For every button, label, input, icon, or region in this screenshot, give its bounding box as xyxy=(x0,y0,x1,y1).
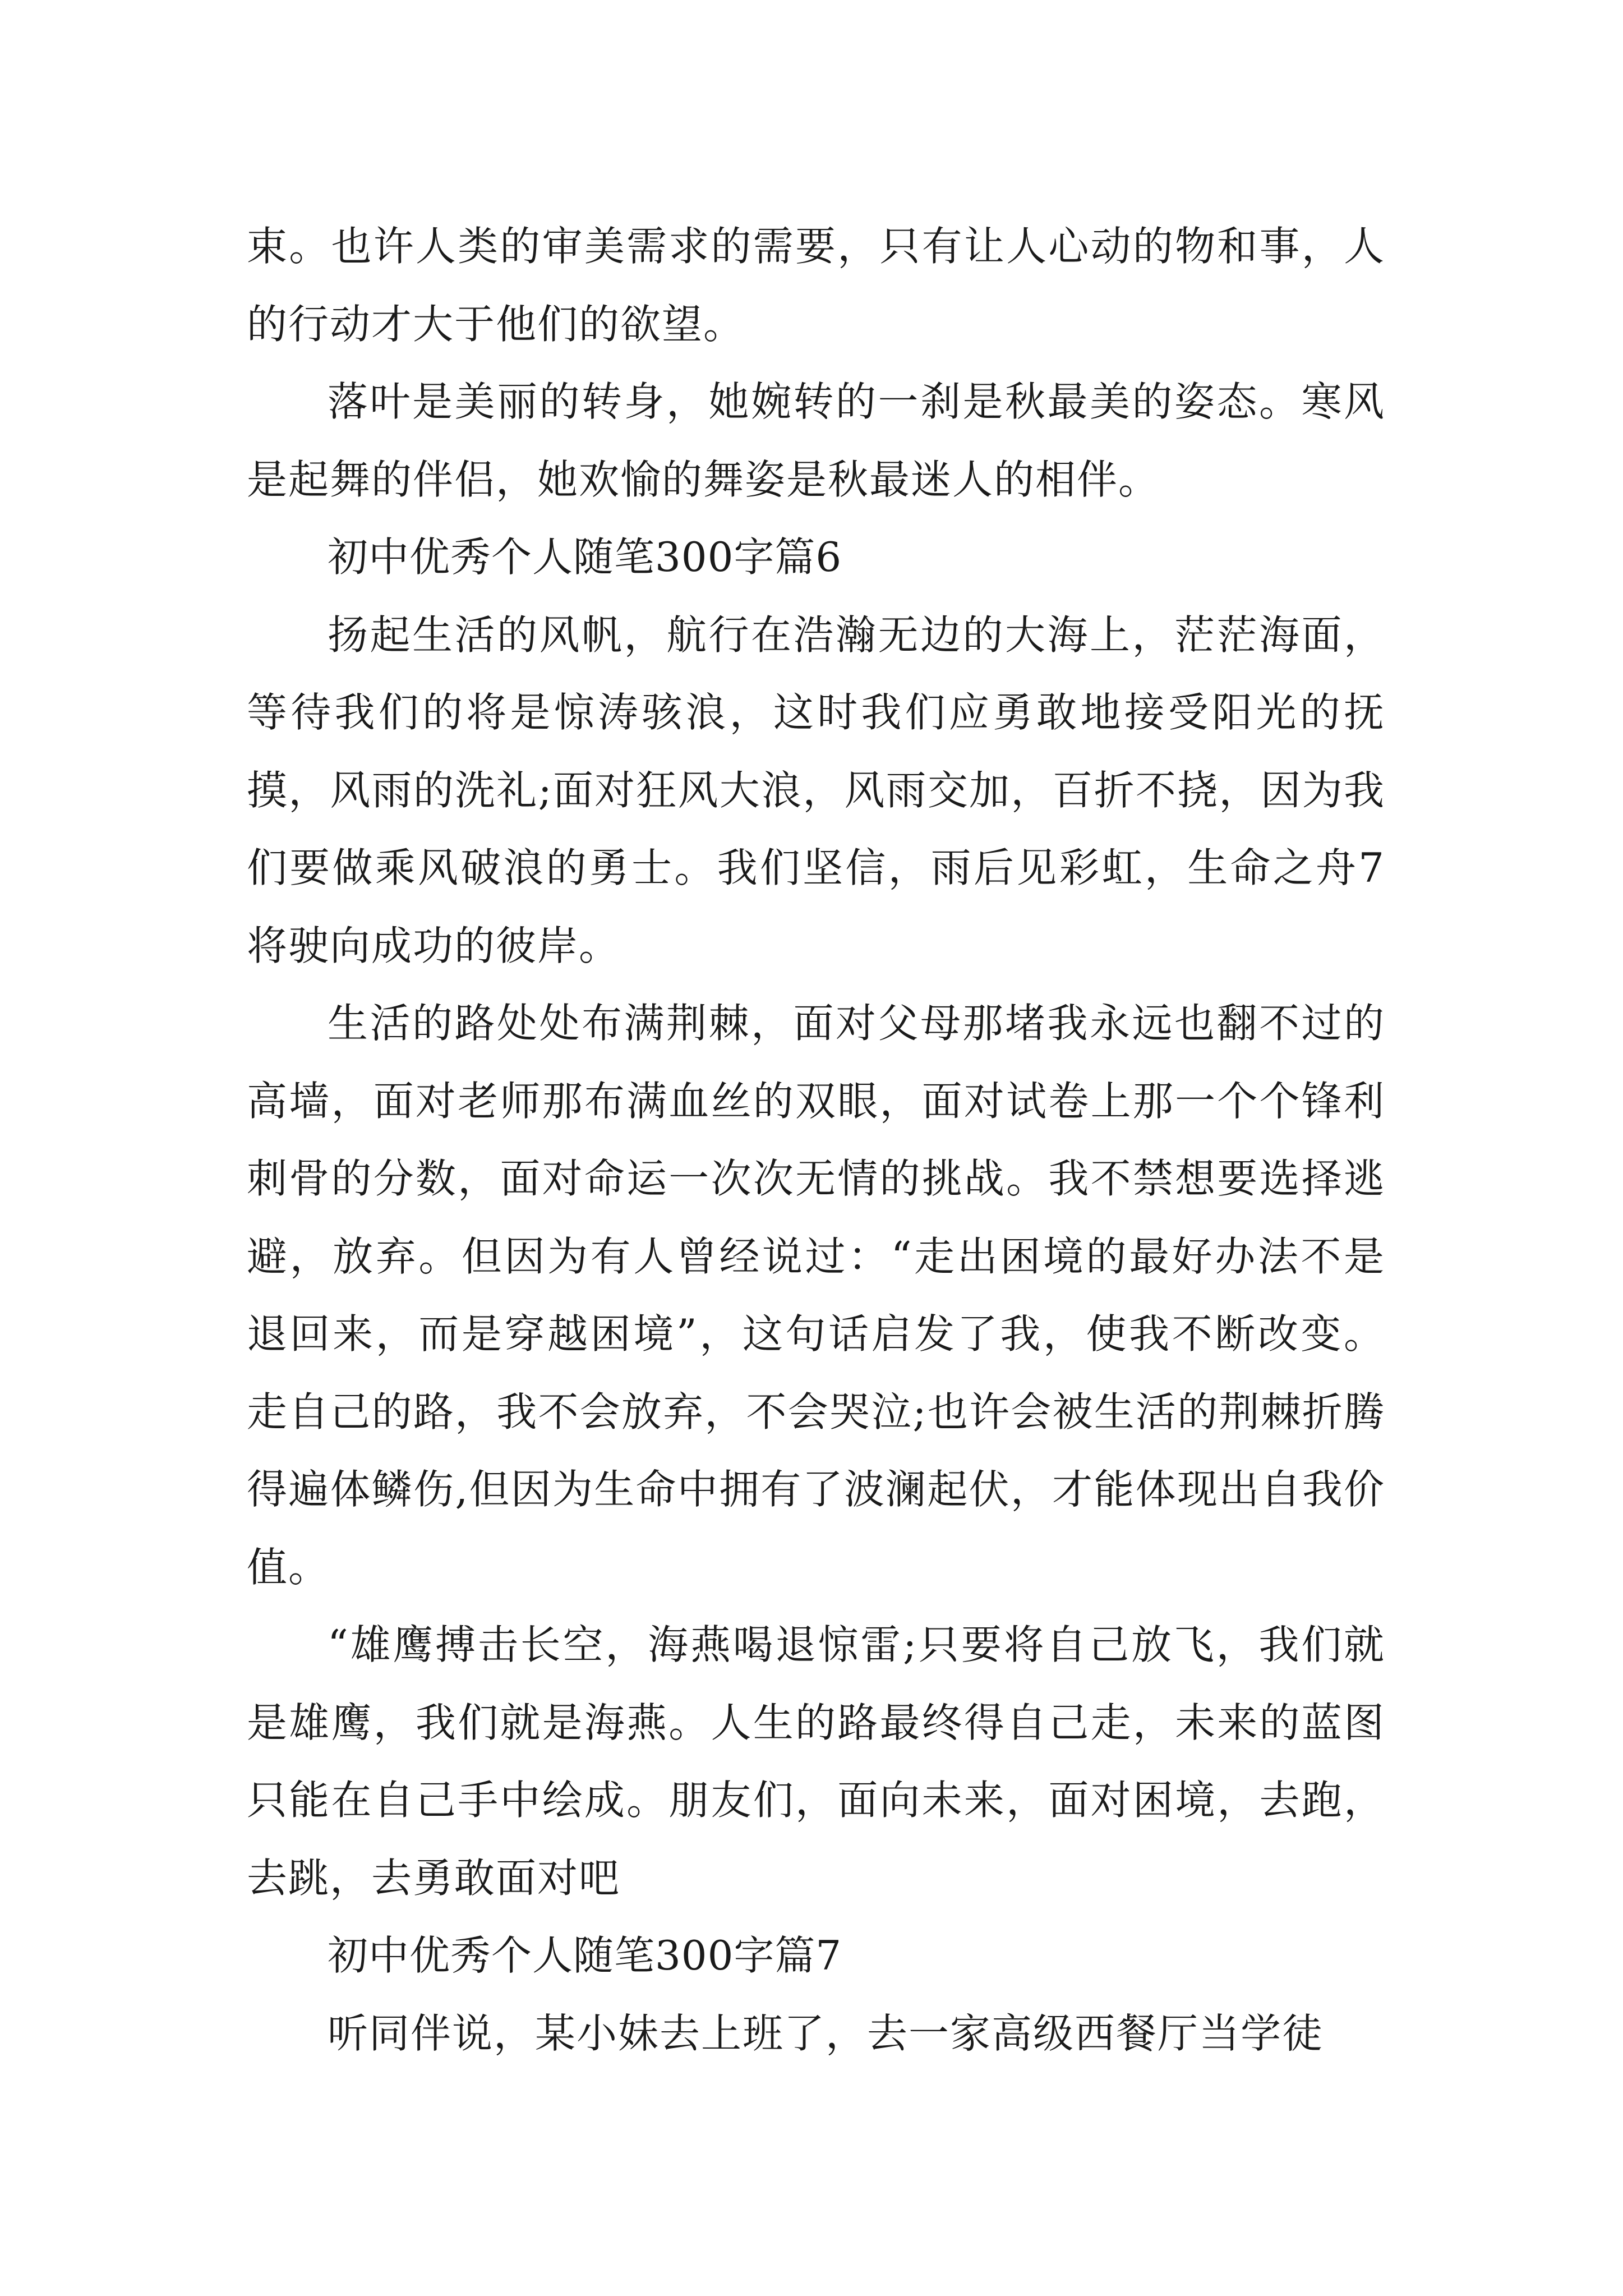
paragraph-falling-leaves: 落叶是美丽的转身，她婉转的一刹是秋最美的姿态。寒风是起舞的伴侣，她欢愉的舞姿是秋最迷人的相伴。 xyxy=(247,378,1385,503)
paragraph-eagle-and-petrel: “雄鹰搏击长空，海燕喝退惊雷;只要将自己放飞，我们就是雄鹰，我们就是海燕。人生的路最终得自己走，未来的蓝图只能在自己手中绘成。朋友们，面向未来，面对困境，去跑，去跳，去勇敢面对吧 xyxy=(247,1621,1385,1902)
paragraph-continuation: 束。也许人类的审美需求的需要，只有让人心动的物和事，人的行动才大于他们的欲望。 xyxy=(247,223,1385,348)
section-heading-7: 初中优秀个人随笔300字篇7 xyxy=(328,1932,842,1979)
section-heading-6: 初中优秀个人随笔300字篇6 xyxy=(328,533,842,581)
paragraph-sail-of-life: 扬起生活的风帆，航行在浩瀚无边的大海上，茫茫海面，等待我们的将是惊涛骇浪，这时我们应勇敢地接受阳光的抚摸，风雨的洗礼;面对狂风大浪，风雨交加，百折不挠，因为我们要做乘风破浪的勇士。我们坚信，雨后见彩虹，生命之舟7将驶向成功的彼岸。 xyxy=(247,611,1385,969)
paragraph-little-sister: 听同伴说，某小妹去上班了，去一家高级西餐厅当学徒 xyxy=(328,2009,1324,2057)
paragraph-road-of-life: 生活的路处处布满荆棘，面对父母那堵我永远也翻不过的高墙，面对老师那布满血丝的双眼，面对试卷上那一个个锋利刺骨的分数，面对命运一次次无情的挑战。我不禁想要选择逃避，放弃。但因为有人曾经说过：“走出困境的最好办法不是退回来，而是穿越困境”，这句话启发了我，使我不断改变。走自己的路，我不会放弃，不会哭泣;也许会被生活的荆棘折腾得遍体鳞伤,但因为生命中拥有了波澜起伏，才能体现出自我价值。 xyxy=(247,1000,1385,1591)
document-page xyxy=(247,208,1385,2072)
